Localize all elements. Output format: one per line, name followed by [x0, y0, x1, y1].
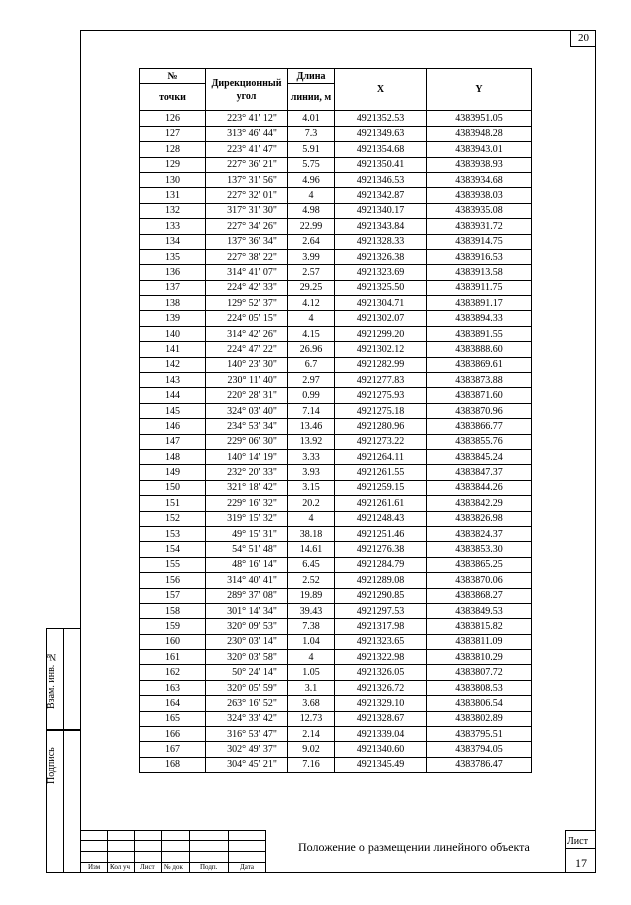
point-number-cell: 165: [140, 711, 206, 726]
y-cell: 4383847.37: [427, 465, 532, 480]
table-row: [140, 172, 532, 187]
y-cell: 4383913.58: [427, 265, 532, 280]
x-cell: 4921302.07: [335, 311, 427, 326]
x-cell: 4921323.65: [335, 634, 427, 649]
header-x: X: [335, 69, 427, 111]
y-cell: 4383811.09: [427, 634, 532, 649]
table-row: [140, 680, 532, 695]
x-cell: 4921326.72: [335, 680, 427, 695]
table-row: [140, 111, 532, 126]
table-row: [140, 265, 532, 280]
length-cell: 2.57: [288, 265, 335, 280]
stamp-col-podp: Подп.: [200, 863, 218, 871]
point-number-cell: 128: [140, 142, 206, 157]
y-cell: 4383824.37: [427, 526, 532, 541]
angle-cell: 223° 41' 47": [206, 142, 288, 157]
point-number-cell: 142: [140, 357, 206, 372]
y-cell: 4383795.51: [427, 727, 532, 742]
length-cell: 13.46: [288, 419, 335, 434]
point-number-cell: 162: [140, 665, 206, 680]
length-cell: 13.92: [288, 434, 335, 449]
x-cell: 4921261.61: [335, 496, 427, 511]
length-cell: 4.01: [288, 111, 335, 126]
x-cell: 4921251.46: [335, 526, 427, 541]
length-cell: 7.16: [288, 757, 335, 772]
angle-cell: 140° 23' 30": [206, 357, 288, 372]
y-cell: 4383891.17: [427, 296, 532, 311]
side-stamp-bottom: [46, 730, 81, 873]
x-cell: 4921339.04: [335, 727, 427, 742]
length-cell: 2.52: [288, 573, 335, 588]
point-number-cell: 139: [140, 311, 206, 326]
angle-cell: 137° 31' 56": [206, 172, 288, 187]
angle-cell: 50° 24' 14": [206, 665, 288, 680]
table-row: [140, 403, 532, 418]
table-row: [140, 573, 532, 588]
length-cell: 5.91: [288, 142, 335, 157]
angle-cell: 304° 45' 21": [206, 757, 288, 772]
table-row: [140, 603, 532, 618]
length-cell: 39.43: [288, 603, 335, 618]
point-number-cell: 163: [140, 680, 206, 695]
length-cell: 3.1: [288, 680, 335, 695]
y-cell: 4383844.26: [427, 480, 532, 495]
table-row: [140, 742, 532, 757]
length-cell: 19.89: [288, 588, 335, 603]
angle-cell: 232° 20' 33": [206, 465, 288, 480]
y-cell: 4383849.53: [427, 603, 532, 618]
y-cell: 4383943.01: [427, 142, 532, 157]
stamp-col-doc: № док: [164, 863, 183, 871]
length-cell: 14.61: [288, 542, 335, 557]
y-cell: 4383934.68: [427, 172, 532, 187]
stamp-col-list: Лист: [140, 863, 155, 871]
length-cell: 9.02: [288, 742, 335, 757]
x-cell: 4921248.43: [335, 511, 427, 526]
length-cell: 4: [288, 511, 335, 526]
x-cell: 4921340.17: [335, 203, 427, 218]
table-row: [140, 496, 532, 511]
angle-cell: 137° 36' 34": [206, 234, 288, 249]
x-cell: 4921289.08: [335, 573, 427, 588]
x-cell: 4921299.20: [335, 326, 427, 341]
length-cell: 3.33: [288, 449, 335, 464]
table-row: [140, 511, 532, 526]
point-number-cell: 132: [140, 203, 206, 218]
y-cell: 4383802.89: [427, 711, 532, 726]
angle-cell: 263° 16' 52": [206, 696, 288, 711]
side-label-podpis: Подпись: [46, 747, 57, 785]
y-cell: 4383808.53: [427, 680, 532, 695]
length-cell: 26.96: [288, 342, 335, 357]
point-number-cell: 126: [140, 111, 206, 126]
length-cell: 0.99: [288, 388, 335, 403]
angle-cell: 227° 32' 01": [206, 188, 288, 203]
length-cell: 20.2: [288, 496, 335, 511]
y-cell: 4383826.98: [427, 511, 532, 526]
table-row: [140, 219, 532, 234]
table-row: [140, 203, 532, 218]
header-angle: Дирекционный угол: [206, 69, 288, 111]
x-cell: 4921340.60: [335, 742, 427, 757]
x-cell: 4921264.11: [335, 449, 427, 464]
y-cell: 4383938.93: [427, 157, 532, 172]
table-row: [140, 650, 532, 665]
y-cell: 4383815.82: [427, 619, 532, 634]
length-cell: 4.12: [288, 296, 335, 311]
point-number-cell: 140: [140, 326, 206, 341]
x-cell: 4921325.50: [335, 280, 427, 295]
point-number-cell: 145: [140, 403, 206, 418]
point-number-cell: 166: [140, 727, 206, 742]
page-number: 20: [570, 30, 596, 47]
y-cell: 4383810.29: [427, 650, 532, 665]
point-number-cell: 141: [140, 342, 206, 357]
header-length: Длина: [288, 69, 335, 84]
y-cell: 4383806.54: [427, 696, 532, 711]
angle-cell: 313° 46' 44": [206, 126, 288, 141]
title-block: [80, 830, 596, 873]
point-number-cell: 164: [140, 696, 206, 711]
x-cell: 4921280.96: [335, 419, 427, 434]
table-row: [140, 665, 532, 680]
angle-cell: 320° 03' 58": [206, 650, 288, 665]
table-row: [140, 588, 532, 603]
point-number-cell: 156: [140, 573, 206, 588]
x-cell: 4921345.49: [335, 757, 427, 772]
angle-cell: 227° 34' 26": [206, 219, 288, 234]
angle-cell: 224° 05' 15": [206, 311, 288, 326]
length-cell: 3.93: [288, 465, 335, 480]
point-number-cell: 159: [140, 619, 206, 634]
point-number-cell: 131: [140, 188, 206, 203]
table-row: [140, 696, 532, 711]
table-row: [140, 465, 532, 480]
sheet-number: 17: [575, 856, 587, 870]
table-row: [140, 142, 532, 157]
point-number-cell: 161: [140, 650, 206, 665]
length-cell: 4.96: [288, 172, 335, 187]
point-number-cell: 157: [140, 588, 206, 603]
angle-cell: 227° 36' 21": [206, 157, 288, 172]
table-row: [140, 388, 532, 403]
y-cell: 4383914.75: [427, 234, 532, 249]
x-cell: 4921275.18: [335, 403, 427, 418]
x-cell: 4921326.38: [335, 249, 427, 264]
table-row: [140, 542, 532, 557]
y-cell: 4383869.61: [427, 357, 532, 372]
angle-cell: 314° 40' 41": [206, 573, 288, 588]
point-number-cell: 144: [140, 388, 206, 403]
y-cell: 4383868.27: [427, 588, 532, 603]
table-row: [140, 342, 532, 357]
y-cell: 4383873.88: [427, 373, 532, 388]
length-cell: 22.99: [288, 219, 335, 234]
document-title: Положение о размещении линейного объекта: [298, 840, 530, 854]
point-number-cell: 127: [140, 126, 206, 141]
point-number-cell: 155: [140, 557, 206, 572]
x-cell: 4921343.84: [335, 219, 427, 234]
y-cell: 4383911.75: [427, 280, 532, 295]
x-cell: 4921282.99: [335, 357, 427, 372]
angle-cell: 314° 41' 07": [206, 265, 288, 280]
angle-cell: 224° 42' 33": [206, 280, 288, 295]
table-row: [140, 326, 532, 341]
x-cell: 4921349.63: [335, 126, 427, 141]
x-cell: 4921276.38: [335, 542, 427, 557]
y-cell: 4383948.28: [427, 126, 532, 141]
x-cell: 4921261.55: [335, 465, 427, 480]
length-cell: 6.45: [288, 557, 335, 572]
length-cell: 4: [288, 188, 335, 203]
angle-cell: 317° 31' 30": [206, 203, 288, 218]
table-row: [140, 188, 532, 203]
point-number-cell: 148: [140, 449, 206, 464]
sheet-label: Лист: [567, 836, 588, 847]
angle-cell: 319° 15' 32": [206, 511, 288, 526]
table-row: [140, 434, 532, 449]
x-cell: 4921284.79: [335, 557, 427, 572]
point-number-cell: 147: [140, 434, 206, 449]
y-cell: 4383935.08: [427, 203, 532, 218]
length-cell: 7.14: [288, 403, 335, 418]
x-cell: 4921273.22: [335, 434, 427, 449]
side-label-vzam: Взам. инв. №: [46, 651, 57, 709]
angle-cell: 321° 18' 42": [206, 480, 288, 495]
point-number-cell: 158: [140, 603, 206, 618]
angle-cell: 129° 52' 37": [206, 296, 288, 311]
y-cell: 4383855.76: [427, 434, 532, 449]
x-cell: 4921323.69: [335, 265, 427, 280]
y-cell: 4383786.47: [427, 757, 532, 772]
stamp-col-izm: Изм: [88, 863, 101, 871]
y-cell: 4383866.77: [427, 419, 532, 434]
angle-cell: 301° 14' 34": [206, 603, 288, 618]
length-cell: 3.15: [288, 480, 335, 495]
header-point: точки: [140, 84, 206, 111]
table-row: [140, 126, 532, 141]
table-row: [140, 296, 532, 311]
point-number-cell: 167: [140, 742, 206, 757]
angle-cell: 229° 16' 32": [206, 496, 288, 511]
length-cell: 2.64: [288, 234, 335, 249]
angle-cell: 316° 53' 47": [206, 727, 288, 742]
angle-cell: 140° 14' 19": [206, 449, 288, 464]
y-cell: 4383870.96: [427, 403, 532, 418]
angle-cell: 230° 11' 40": [206, 373, 288, 388]
angle-cell: 324° 33' 42": [206, 711, 288, 726]
y-cell: 4383870.06: [427, 573, 532, 588]
table-row: [140, 711, 532, 726]
point-number-cell: 137: [140, 280, 206, 295]
length-cell: 29.25: [288, 280, 335, 295]
length-cell: 1.05: [288, 665, 335, 680]
length-cell: 4: [288, 311, 335, 326]
point-number-cell: 154: [140, 542, 206, 557]
table-row: [140, 480, 532, 495]
x-cell: 4921350.41: [335, 157, 427, 172]
x-cell: 4921328.33: [335, 234, 427, 249]
length-cell: 3.99: [288, 249, 335, 264]
x-cell: 4921326.05: [335, 665, 427, 680]
angle-cell: 234° 53' 34": [206, 419, 288, 434]
table-row: [140, 419, 532, 434]
angle-cell: 49° 15' 31": [206, 526, 288, 541]
angle-cell: 314° 42' 26": [206, 326, 288, 341]
angle-cell: 229° 06' 30": [206, 434, 288, 449]
table-row: [140, 280, 532, 295]
angle-cell: 302° 49' 37": [206, 742, 288, 757]
table-row: [140, 234, 532, 249]
length-cell: 38.18: [288, 526, 335, 541]
stamp-col-kol: Кол уч: [110, 863, 130, 871]
point-number-cell: 150: [140, 480, 206, 495]
length-cell: 4: [288, 650, 335, 665]
angle-cell: 220° 28' 31": [206, 388, 288, 403]
length-cell: 3.68: [288, 696, 335, 711]
point-number-cell: 160: [140, 634, 206, 649]
table-row: [140, 249, 532, 264]
header-length-unit: линии, м: [288, 84, 335, 111]
x-cell: 4921352.53: [335, 111, 427, 126]
y-cell: 4383891.55: [427, 326, 532, 341]
length-cell: 6.7: [288, 357, 335, 372]
table-row: [140, 757, 532, 772]
y-cell: 4383871.60: [427, 388, 532, 403]
table-row: [140, 557, 532, 572]
x-cell: 4921259.15: [335, 480, 427, 495]
table-row: [140, 634, 532, 649]
point-number-cell: 138: [140, 296, 206, 311]
x-cell: 4921346.53: [335, 172, 427, 187]
x-cell: 4921297.53: [335, 603, 427, 618]
y-cell: 4383865.25: [427, 557, 532, 572]
point-number-cell: 129: [140, 157, 206, 172]
length-cell: 2.14: [288, 727, 335, 742]
x-cell: 4921290.85: [335, 588, 427, 603]
length-cell: 2.97: [288, 373, 335, 388]
angle-cell: 320° 09' 53": [206, 619, 288, 634]
y-cell: 4383845.24: [427, 449, 532, 464]
point-number-cell: 152: [140, 511, 206, 526]
point-number-cell: 143: [140, 373, 206, 388]
point-number-cell: 134: [140, 234, 206, 249]
coordinates-table: [139, 68, 532, 773]
y-cell: 4383938.03: [427, 188, 532, 203]
angle-cell: 48° 16' 14": [206, 557, 288, 572]
x-cell: 4921328.67: [335, 711, 427, 726]
y-cell: 4383931.72: [427, 219, 532, 234]
x-cell: 4921277.83: [335, 373, 427, 388]
y-cell: 4383894.33: [427, 311, 532, 326]
length-cell: 1.04: [288, 634, 335, 649]
point-number-cell: 135: [140, 249, 206, 264]
point-number-cell: 146: [140, 419, 206, 434]
angle-cell: 324° 03' 40": [206, 403, 288, 418]
length-cell: 12.73: [288, 711, 335, 726]
stamp-col-date: Дата: [240, 863, 254, 871]
point-number-cell: 153: [140, 526, 206, 541]
angle-cell: 223° 41' 12": [206, 111, 288, 126]
y-cell: 4383794.05: [427, 742, 532, 757]
x-cell: 4921354.68: [335, 142, 427, 157]
x-cell: 4921329.10: [335, 696, 427, 711]
angle-cell: 289° 37' 08": [206, 588, 288, 603]
y-cell: 4383916.53: [427, 249, 532, 264]
point-number-cell: 151: [140, 496, 206, 511]
y-cell: 4383807.72: [427, 665, 532, 680]
table-row: [140, 449, 532, 464]
x-cell: 4921302.12: [335, 342, 427, 357]
x-cell: 4921322.98: [335, 650, 427, 665]
table-row: [140, 157, 532, 172]
table-row: [140, 373, 532, 388]
point-number-cell: 136: [140, 265, 206, 280]
side-stamp-top: [46, 628, 81, 730]
table-row: [140, 357, 532, 372]
point-number-cell: 168: [140, 757, 206, 772]
x-cell: 4921275.93: [335, 388, 427, 403]
header-no: №: [140, 69, 206, 84]
length-cell: 5.75: [288, 157, 335, 172]
header-y: Y: [427, 69, 532, 111]
x-cell: 4921317.98: [335, 619, 427, 634]
angle-cell: 230° 03' 14": [206, 634, 288, 649]
point-number-cell: 130: [140, 172, 206, 187]
y-cell: 4383853.30: [427, 542, 532, 557]
x-cell: 4921304.71: [335, 296, 427, 311]
y-cell: 4383951.05: [427, 111, 532, 126]
angle-cell: 54° 51' 48": [206, 542, 288, 557]
table-row: [140, 619, 532, 634]
length-cell: 4.98: [288, 203, 335, 218]
x-cell: 4921342.87: [335, 188, 427, 203]
length-cell: 4.15: [288, 326, 335, 341]
point-number-cell: 133: [140, 219, 206, 234]
table-row: [140, 311, 532, 326]
point-number-cell: 149: [140, 465, 206, 480]
length-cell: 7.38: [288, 619, 335, 634]
table-row: [140, 727, 532, 742]
length-cell: 7.3: [288, 126, 335, 141]
y-cell: 4383888.60: [427, 342, 532, 357]
angle-cell: 224° 47' 22": [206, 342, 288, 357]
table-row: [140, 526, 532, 541]
angle-cell: 227° 38' 22": [206, 249, 288, 264]
y-cell: 4383842.29: [427, 496, 532, 511]
angle-cell: 320° 05' 59": [206, 680, 288, 695]
